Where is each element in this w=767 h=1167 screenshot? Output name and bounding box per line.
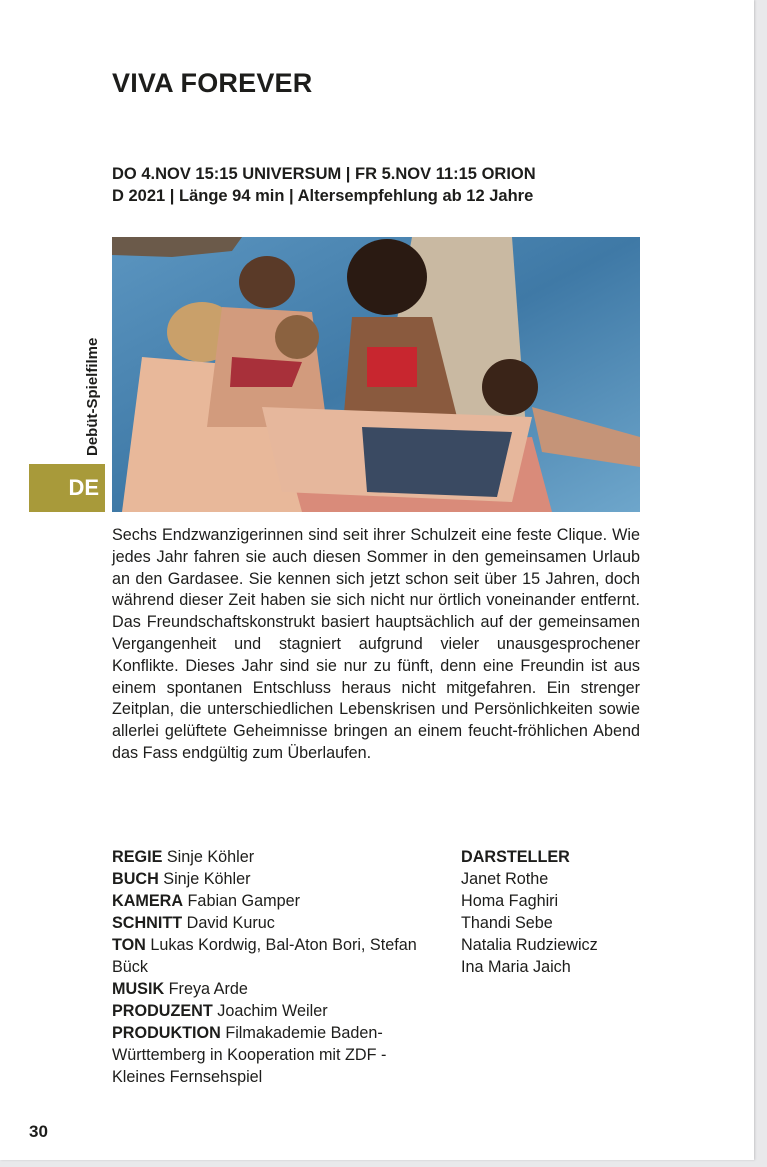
synopsis-text: Sechs Endzwanzigerinnen sind seit ihrer Schulzeit eine feste Clique. Wie jedes Jahr fahren sie auch diesen Sommer in den gemeinsamen Urlaub an den Gardasee. Sie kennen sich jetzt schon seit über 15 Jahren, doch während dieser Zeit haben sie sich nicht nur örtlich voneinander entfernt. Das Freundschaftskonstrukt basiert hauptsächlich auf der gemeinsamen Vergangenheit und stagniert aufgrund vieler unausgesprochener Konflikte. Dieses Jahr sind sie nur zu fünft, denn eine Freundin ist aus einem spontanen Entschluss heraus nicht mitgefahren. Ein strenger Zeitplan, die unterschiedlichen Lebenskrisen und Persönlichkeiten sowie allerlei gelüftete Geheimnisse bringen an einem feucht-fröhlichen Abend das Fass endgültig zum Überlaufen.	[112, 526, 640, 762]
credits-list	[112, 846, 432, 1088]
credit-role: TON	[112, 936, 146, 954]
credit-name: Freya Arde	[168, 980, 248, 998]
credit-row	[112, 912, 432, 934]
page-number: 30	[29, 1122, 48, 1141]
film-details: D 2021 | Länge 94 min | Altersempfehlung ab 12 Jahre	[112, 187, 534, 205]
credit-role: PRODUZENT	[112, 1002, 213, 1020]
cast-heading: DARSTELLER	[461, 848, 570, 866]
section-label: Debüt-Spielfilme	[84, 337, 101, 456]
cast-member: Thandi Sebe	[461, 914, 553, 932]
credit-role: BUCH	[112, 870, 159, 888]
film-title: VIVA FOREVER	[112, 68, 313, 98]
cast-member: Homa Faghiri	[461, 892, 559, 910]
credit-row	[112, 934, 432, 978]
credit-name: Sinje Köhler	[163, 870, 251, 888]
credit-role: MUSIK	[112, 980, 165, 998]
film-still-photo	[112, 237, 640, 512]
credit-row	[112, 978, 432, 1000]
screening-times: DO 4.NOV 15:15 UNIVERSUM | FR 5.NOV 11:15 ORION	[112, 165, 536, 183]
credit-row	[112, 890, 432, 912]
cast-list	[461, 846, 661, 978]
credit-name: Sinje Köhler	[166, 848, 255, 866]
credit-name: David Kuruc	[186, 914, 275, 932]
language-badge: DE	[29, 464, 105, 512]
credit-role: KAMERA	[112, 892, 184, 910]
credit-role: REGIE	[112, 848, 163, 866]
credit-name: Joachim Weiler	[217, 1002, 328, 1020]
credit-name: Lukas Kordwig, Bal-Aton Bori, Stefan Bück	[112, 936, 417, 976]
cast-member: Natalia Rudziewicz	[461, 936, 598, 954]
credit-role: PRODUKTION	[112, 1024, 221, 1042]
credit-row	[112, 1000, 432, 1022]
cast-member: Ina Maria Jaich	[461, 958, 571, 976]
credit-name: Filmakademie Baden-Württemberg in Kooperation mit ZDF - Kleines Fernsehspiel	[112, 1024, 387, 1086]
credit-row	[112, 868, 432, 890]
film-meta	[112, 163, 536, 207]
cast-member: Janet Rothe	[461, 870, 549, 888]
credit-row	[112, 846, 432, 868]
credit-name: Fabian Gamper	[187, 892, 301, 910]
credit-row	[112, 1022, 432, 1088]
credit-role: SCHNITT	[112, 914, 183, 932]
